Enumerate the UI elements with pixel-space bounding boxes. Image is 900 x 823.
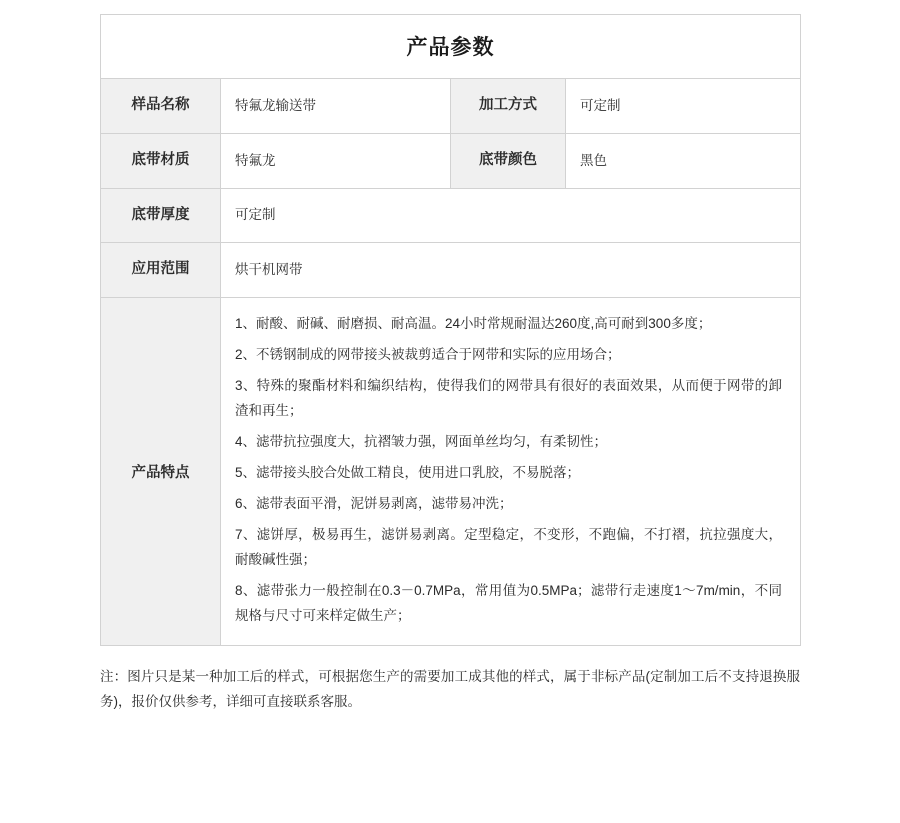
row-label-product-features: 产品特点 (101, 298, 221, 646)
feature-item: 8、滤带张力一般控制在0.3－0.7MPa，常用值为0.5MPa；滤带行走速度1～7m/min，不同规格与尺寸可来样定做生产； (235, 582, 782, 623)
table-row (101, 188, 801, 243)
feature-item: 6、滤带表面平滑，泥饼易剥离，滤带易冲洗； (235, 495, 513, 511)
row-value-product-features (221, 298, 801, 646)
row-label-belt-material: 底带材质 (101, 133, 221, 188)
page-title: 产品参数 (101, 15, 801, 79)
row-label-processing-method: 加工方式 (451, 79, 566, 134)
row-value-processing-method: 可定制 (566, 79, 801, 134)
row-label-belt-thickness: 底带厚度 (101, 188, 221, 243)
row-value-belt-material: 特氟龙 (221, 133, 451, 188)
product-parameters-table (100, 14, 801, 646)
table-row (101, 243, 801, 298)
feature-item: 5、滤带接头胶合处做工精良，使用进口乳胶，不易脱落； (235, 464, 581, 480)
row-value-belt-thickness: 可定制 (221, 188, 801, 243)
row-value-sample-name: 特氟龙输送带 (221, 79, 451, 134)
row-value-belt-color: 黑色 (566, 133, 801, 188)
row-value-application-range: 烘干机网带 (221, 243, 801, 298)
row-label-sample-name: 样品名称 (101, 79, 221, 134)
feature-item: 4、滤带抗拉强度大，抗褶皱力强，网面单丝均匀，有柔韧性； (235, 433, 608, 449)
feature-item: 1、耐酸、耐碱、耐磨损、耐高温。24小时常规耐温达260度,高可耐到300多度； (235, 316, 712, 331)
table-row (101, 133, 801, 188)
feature-item: 7、滤饼厚，极易再生，滤饼易剥离。定型稳定，不变形，不跑偏，不打褶，抗拉强度大，耐酸碱性强； (235, 526, 782, 567)
table-row-title (101, 15, 801, 79)
row-label-belt-color: 底带颜色 (451, 133, 566, 188)
table-row (101, 79, 801, 134)
footer-note: 注：图片只是某一种加工后的样式，可根据您生产的需要加工成其他的样式，属于非标产品(定制加工后不支持退换服务)，报价仅供参考，详细可直接联系客服。 (100, 668, 800, 710)
row-label-application-range: 应用范围 (101, 243, 221, 298)
feature-item: 2、不锈钢制成的网带接头被裁剪适合于网带和实际的应用场合； (235, 346, 621, 362)
feature-item: 3、特殊的聚酯材料和编织结构，使得我们的网带具有很好的表面效果，从而便于网带的卸渣和再生； (235, 377, 782, 418)
table-row-features (101, 298, 801, 646)
